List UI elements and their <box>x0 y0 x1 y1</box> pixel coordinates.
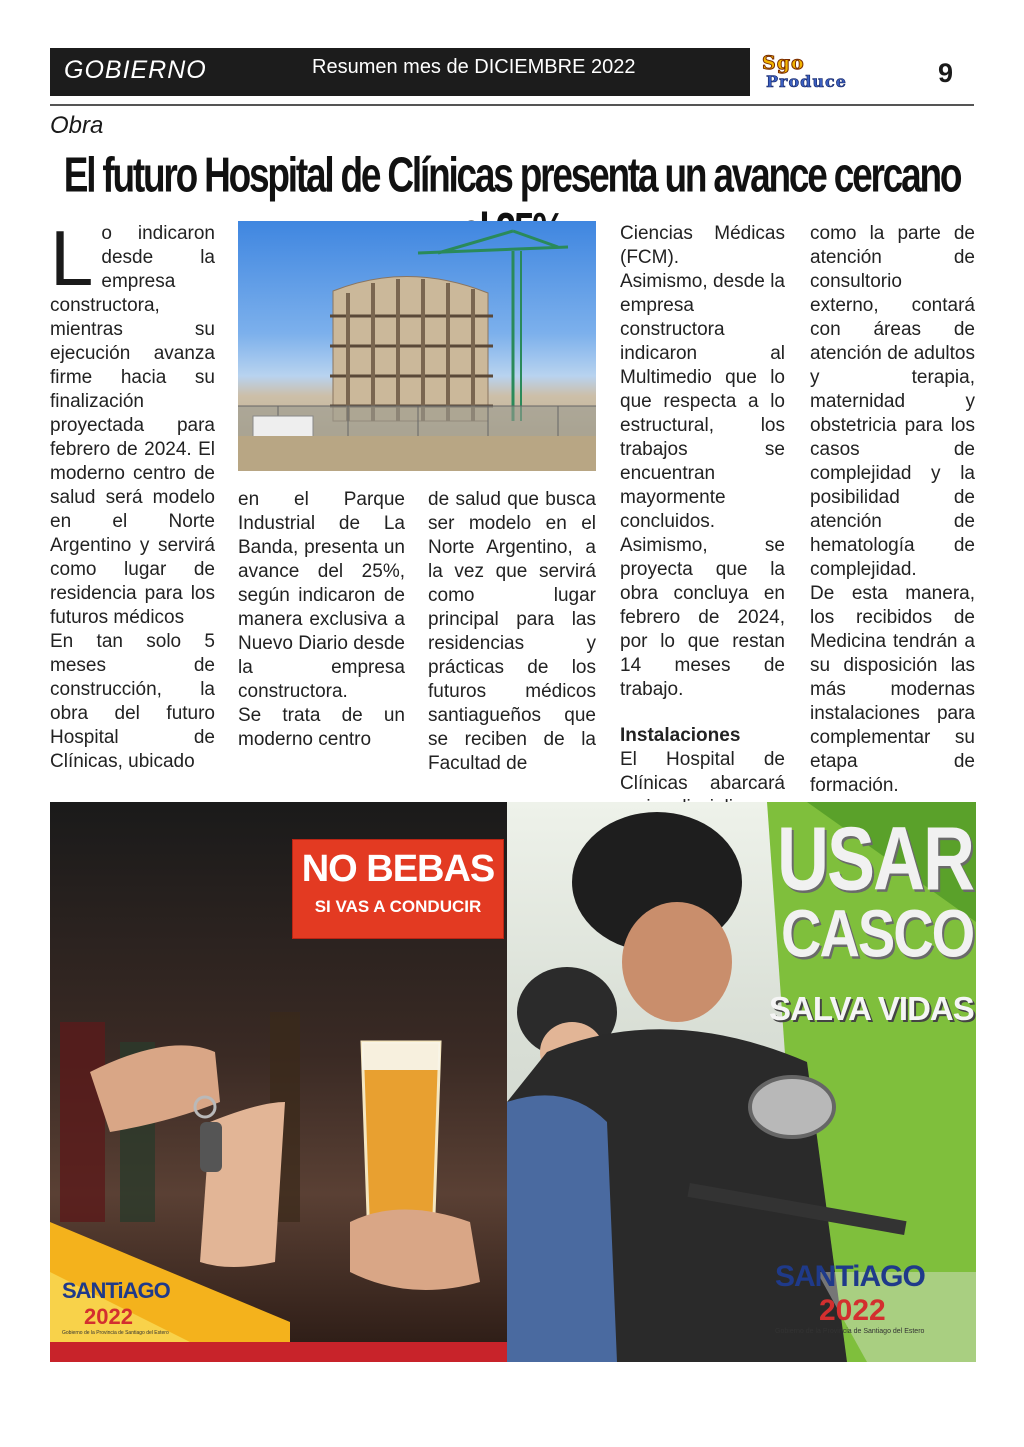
no-bebas-banner <box>293 840 503 938</box>
brand-year: 2022 <box>84 1304 133 1329</box>
ad-usar-casco <box>507 802 976 1362</box>
brand-name: SANTiAGO <box>62 1278 170 1303</box>
article-column-5 <box>810 222 975 798</box>
article-column-4 <box>620 222 785 820</box>
column-5-text-b: De esta manera, los recibidos de Medicina tendrán a su disposición las más modernas instalaciones para complementar su etapa de formación. <box>810 583 975 796</box>
santiago-2022-logo-right <box>775 1260 925 1335</box>
salva-vidas-text: SALVA VIDAS <box>769 990 974 1027</box>
column-2-text: en el Parque Industrial de La Banda, presenta un avance del 25%, según indicaron de manera exclusiva a Nuevo Diario desde la empresa constructora. <box>238 489 405 702</box>
column-4-text: Ciencias Médicas (FCM). <box>620 223 785 268</box>
column-4-text-b: Asimismo, desde la empresa constructora indicaron al Multimedio que lo que respecta a lo estructural, los trabajos se encuentran mayormente concluidos. Asimismo, se proyecta que la obra concluya en febrero de 2024, por lo que restan 14 meses de trabajo. <box>620 271 785 700</box>
section-header <box>50 48 750 96</box>
column-4-text-c: El Hospital de Clínicas abarcará <box>620 749 785 794</box>
brand-name: SANTiAGO <box>775 1260 925 1293</box>
column-1-text-b: En tan solo 5 meses de construcción, la obra del futuro Hospital de Clínicas, ubicado <box>50 631 215 772</box>
santiago-2022-logo-left <box>62 1278 170 1336</box>
article-column-2 <box>238 488 405 752</box>
subhead-instalaciones: Instalaciones <box>620 725 741 746</box>
header-divider <box>50 104 974 106</box>
issue-label: Resumen mes de DICIEMBRE 2022 <box>312 56 636 78</box>
article-column-1 <box>50 214 215 774</box>
column-3-text: de salud que busca ser modelo en el Norte Argentino, a la vez que servirá como lugar principal para las residencias y prácticas de los futuros médicos santiagueños que se reciben de la Facultad de <box>428 489 596 774</box>
brand-government: Gobierno de la Provincia de Santiago del Estero <box>62 1330 169 1336</box>
article-column-3 <box>428 488 596 776</box>
page-number: 9 <box>938 58 954 88</box>
drop-cap: L <box>50 214 94 302</box>
construction-photo <box>238 221 596 471</box>
column-2-text-b: Se trata de un moderno centro <box>238 705 405 750</box>
no-bebas-title: NO BEBAS <box>301 848 495 890</box>
section-label: GOBIERNO <box>64 56 207 84</box>
ad-no-bebas <box>50 802 507 1362</box>
logo-line2: Produce <box>766 72 847 91</box>
no-bebas-subtitle: SI VAS A CONDUCIR <box>314 897 482 916</box>
brand-government: Gobierno de la Provincia de Santiago del Estero <box>775 1328 925 1335</box>
article-headline: El futuro Hospital de Clínicas presenta un avance cercano <box>63 148 961 203</box>
usar-title: USAR <box>777 809 974 910</box>
casco-title: CASCO <box>781 895 974 971</box>
article-kicker: Obra <box>50 112 104 139</box>
logo-line1: Sgo <box>762 52 805 74</box>
column-1-text: o indicaron desde la empresa constructora, mientras su ejecución avanza firme hacia su finalización proyectada para febrero de 2024. El moderno centro de salud será modelo en el Norte Argentino y servirá como lugar de residencia para los futuros médicos <box>50 223 215 628</box>
publication-logo <box>758 52 898 92</box>
column-5-text: como la parte de atención de consultorio externo, contará con áreas de atención de adultos y terapia, maternidad y obstetricia para los casos de complejidad y la posibilidad de atención de hematología de complejidad. <box>810 223 975 580</box>
brand-year: 2022 <box>819 1294 886 1327</box>
construction-photo-illustration <box>238 221 596 471</box>
